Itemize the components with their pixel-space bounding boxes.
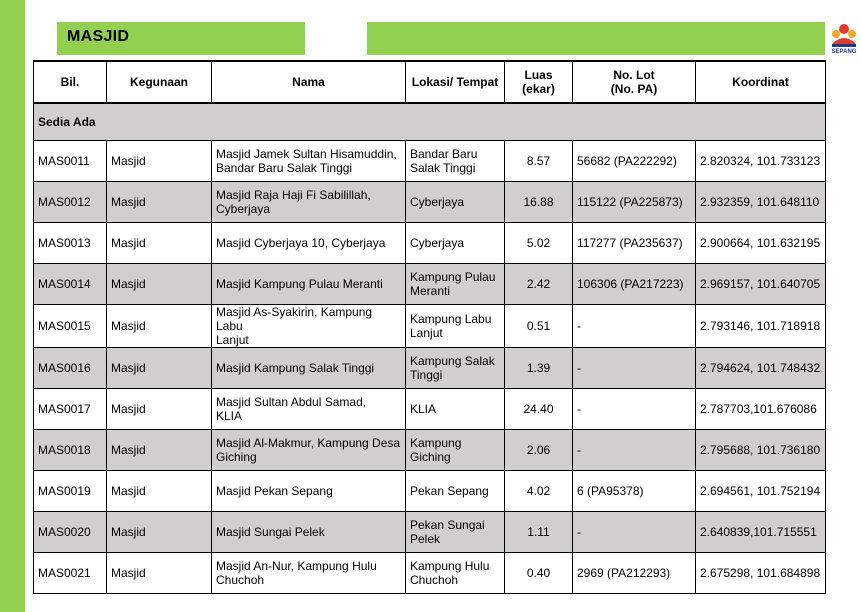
cell-kegunaan: Masjid	[107, 553, 212, 594]
cell-bil: MAS0015	[34, 305, 107, 348]
cell-luas: 0.51	[505, 305, 573, 348]
table-row	[34, 182, 826, 223]
col-lokasi: Lokasi/ Tempat	[406, 61, 505, 103]
cell-koordinat: 2.787703,101.676086	[696, 389, 826, 430]
cell-nama: Masjid Sungai Pelek	[212, 512, 406, 553]
cell-lokasi: Kampung Pulau Meranti	[406, 264, 505, 305]
table-row	[34, 512, 826, 553]
cell-kegunaan: Masjid	[107, 223, 212, 264]
section-label: Sedia Ada	[34, 103, 826, 141]
cell-kegunaan: Masjid	[107, 305, 212, 348]
table-row	[34, 264, 826, 305]
cell-koordinat: 2.793146, 101.718918	[696, 305, 826, 348]
cell-bil: MAS0011	[34, 141, 107, 182]
table-row	[34, 305, 826, 348]
cell-bil: MAS0018	[34, 430, 107, 471]
cell-nama: Masjid Al-Makmur, Kampung Desa Giching	[212, 430, 406, 471]
cell-lot: 6 (PA95378)	[573, 471, 696, 512]
cell-lokasi: Kampung Salak Tinggi	[406, 348, 505, 389]
cell-luas: 24.40	[505, 389, 573, 430]
section-row	[34, 103, 826, 141]
table-row	[34, 471, 826, 512]
cell-lokasi: Pekan Sepang	[406, 471, 505, 512]
cell-koordinat: 2.640839,101.715551	[696, 512, 826, 553]
cell-luas: 5.02	[505, 223, 573, 264]
col-nama: Nama	[212, 61, 406, 103]
header-accent-bar	[367, 22, 825, 55]
masjid-table	[33, 60, 826, 594]
cell-kegunaan: Masjid	[107, 141, 212, 182]
table-row	[34, 141, 826, 182]
cell-bil: MAS0021	[34, 553, 107, 594]
cell-bil: MAS0020	[34, 512, 107, 553]
cell-nama: Masjid Raja Haji Fi Sabilillah, Cyberjaya	[212, 182, 406, 223]
cell-lokasi: Pekan Sungai Pelek	[406, 512, 505, 553]
cell-luas: 1.11	[505, 512, 573, 553]
cell-lokasi: Kampung Giching	[406, 430, 505, 471]
table-row	[34, 348, 826, 389]
cell-kegunaan: Masjid	[107, 512, 212, 553]
cell-lot: 117277 (PA235637)	[573, 223, 696, 264]
table-header-row	[34, 61, 826, 103]
cell-luas: 8.57	[505, 141, 573, 182]
cell-lot: 2969 (PA212293)	[573, 553, 696, 594]
cell-luas: 16.88	[505, 182, 573, 223]
cell-koordinat: 2.900664, 101.632195	[696, 223, 826, 264]
table-row	[34, 389, 826, 430]
cell-nama: Masjid Sultan Abdul Samad, KLIA	[212, 389, 406, 430]
cell-luas: 2.42	[505, 264, 573, 305]
cell-bil: MAS0013	[34, 223, 107, 264]
cell-koordinat: 2.932359, 101.648110	[696, 182, 826, 223]
cell-kegunaan: Masjid	[107, 430, 212, 471]
cell-koordinat: 2.820324, 101.733123	[696, 141, 826, 182]
cell-nama: Masjid An-Nur, Kampung Hulu Chuchoh	[212, 553, 406, 594]
cell-lot: 56682 (PA222292)	[573, 141, 696, 182]
cell-bil: MAS0017	[34, 389, 107, 430]
sepang-emblem-icon	[828, 22, 860, 50]
page-title: MASJID	[67, 28, 130, 45]
cell-nama: Masjid As-Syakirin, Kampung Labu Lanjut	[212, 305, 406, 348]
cell-lot: 115122 (PA225873)	[573, 182, 696, 223]
cell-lot: -	[573, 512, 696, 553]
cell-koordinat: 2.969157, 101.640705	[696, 264, 826, 305]
cell-nama: Masjid Pekan Sepang	[212, 471, 406, 512]
left-accent-bar	[0, 0, 25, 612]
cell-koordinat: 2.694561, 101.752194	[696, 471, 826, 512]
cell-koordinat: 2.794624, 101.748432	[696, 348, 826, 389]
cell-nama: Masjid Kampung Pulau Meranti	[212, 264, 406, 305]
cell-lot: -	[573, 348, 696, 389]
cell-bil: MAS0014	[34, 264, 107, 305]
cell-kegunaan: Masjid	[107, 389, 212, 430]
cell-bil: MAS0016	[34, 348, 107, 389]
col-koordinat: Koordinat	[696, 61, 826, 103]
cell-nama: Masjid Cyberjaya 10, Cyberjaya	[212, 223, 406, 264]
cell-kegunaan: Masjid	[107, 471, 212, 512]
col-luas: Luas (ekar)	[505, 61, 573, 103]
cell-luas: 2.06	[505, 430, 573, 471]
cell-bil: MAS0012	[34, 182, 107, 223]
col-bil: Bil.	[34, 61, 107, 103]
cell-lokasi: Cyberjaya	[406, 182, 505, 223]
cell-luas: 0.40	[505, 553, 573, 594]
table-row	[34, 553, 826, 594]
cell-bil: MAS0019	[34, 471, 107, 512]
cell-kegunaan: Masjid	[107, 348, 212, 389]
cell-luas: 4.02	[505, 471, 573, 512]
col-lot: No. Lot (No. PA)	[573, 61, 696, 103]
cell-kegunaan: Masjid	[107, 182, 212, 223]
title-banner	[57, 22, 305, 55]
cell-kegunaan: Masjid	[107, 264, 212, 305]
logo-text: SEPANG	[831, 49, 857, 55]
cell-luas: 1.39	[505, 348, 573, 389]
cell-lot: 106306 (PA217223)	[573, 264, 696, 305]
cell-lokasi: Bandar Baru Salak Tinggi	[406, 141, 505, 182]
cell-nama: Masjid Kampung Salak Tinggi	[212, 348, 406, 389]
cell-lokasi: Kampung Hulu Chuchoh	[406, 553, 505, 594]
cell-lot: -	[573, 305, 696, 348]
cell-nama: Masjid Jamek Sultan Hisamuddin, Bandar Baru Salak Tinggi	[212, 141, 406, 182]
cell-koordinat: 2.675298, 101.684898	[696, 553, 826, 594]
cell-lot: -	[573, 389, 696, 430]
cell-koordinat: 2.795688, 101.736180	[696, 430, 826, 471]
col-kegunaan: Kegunaan	[107, 61, 212, 103]
cell-lokasi: Cyberjaya	[406, 223, 505, 264]
cell-lokasi: KLIA	[406, 389, 505, 430]
cell-lokasi: Kampung Labu Lanjut	[406, 305, 505, 348]
table-row	[34, 430, 826, 471]
cell-lot: -	[573, 430, 696, 471]
table-row	[34, 223, 826, 264]
sepang-logo	[828, 22, 860, 56]
